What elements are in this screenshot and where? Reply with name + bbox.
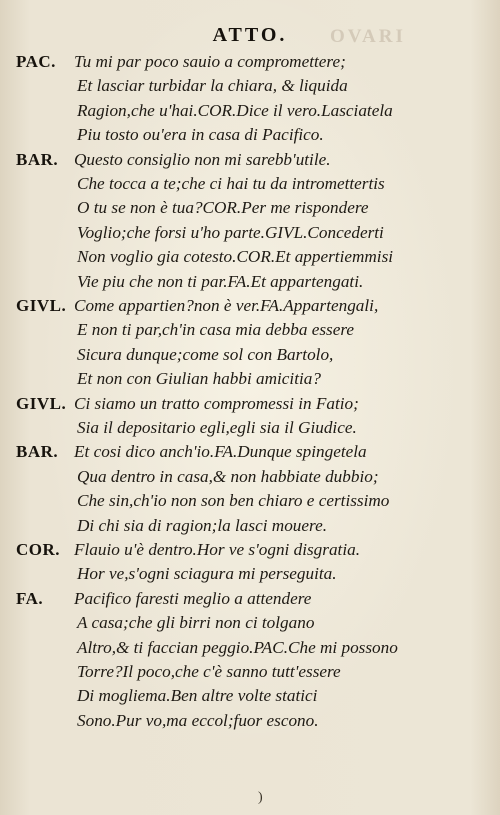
verse-text: Di mogliema.Ben altre volte statici: [77, 686, 318, 706]
verse-line: [0, 514, 500, 538]
verse-text: Che tocca a te;che ci hai tu da intromettertis: [77, 174, 385, 193]
page-footer-mark: ): [258, 790, 263, 805]
verse-line: [0, 489, 500, 513]
verse-text: Ci siamo un tratto compromessi in Fatio;: [74, 393, 359, 413]
speaker-name: GIVL.: [16, 296, 67, 315]
verse-line: [0, 587, 500, 611]
verse-line: [0, 343, 500, 367]
verse-text: Et lasciar turbidar la chiara, & liquida: [77, 76, 348, 96]
verse-text: Sia il depositario egli,egli sia il Giudice.: [77, 418, 357, 437]
verse-text: Non voglio gia cotesto.COR.Et appertiemmisi: [77, 247, 394, 267]
verse-text: Voglio;che forsi u'ho parte.GIVL.Concederti: [77, 222, 384, 242]
verse-line: [0, 318, 500, 342]
verse-text: O tu se non è tua?COR.Per me rispondere: [77, 198, 369, 218]
verse-line: [0, 123, 500, 147]
verse-text: Ragion,che u'hai.COR.Dice il vero.Lasciatela: [77, 100, 393, 120]
verse-line: [0, 684, 500, 708]
verse-line: [0, 392, 500, 416]
verse-line: [0, 172, 500, 196]
verse-text: Pacifico faresti meglio a attendere: [74, 588, 312, 608]
verse-line: [0, 294, 500, 318]
verse-line: [0, 99, 500, 123]
verse-line: [0, 416, 500, 440]
speaker-name: GIVL.: [16, 393, 67, 413]
verse-line: [0, 465, 500, 489]
verse-text: Vie piu che non ti par.FA.Et appartengati.: [77, 271, 364, 291]
verse-text: A casa;che gli birri non ci tolgano: [77, 613, 315, 633]
verse-text: Torre?Il poco,che c'è sanno tutt'essere: [77, 662, 341, 681]
verse-line: [0, 611, 500, 635]
verse-text: Sicura dunque;come sol con Bartolo,: [77, 344, 334, 364]
verse-line: [0, 440, 500, 464]
verse-line: [0, 660, 500, 684]
speaker-name: BAR.: [16, 149, 59, 169]
verse-text: Et non con Giulian habbi amicitia?: [77, 369, 321, 389]
verse-text: Di chi sia di ragion;la lasci mouere.: [77, 515, 327, 535]
verse-text: E non ti par,ch'in casa mia debba essere: [77, 320, 355, 340]
verse-text: Hor ve,s'ogni sciagura mi perseguita.: [77, 564, 337, 584]
verse-text: Et cosi dico anch'io.FA.Dunque spingetela: [74, 442, 367, 462]
verse-line: [0, 709, 500, 733]
verse-line: [0, 538, 500, 562]
bleed-through-text: OVARI: [330, 26, 406, 47]
verse-text: Sono.Pur vo,ma eccol;fuor escono.: [77, 710, 319, 730]
speaker-name: FA.: [16, 588, 44, 608]
verse-line: [0, 367, 500, 391]
verse-text: Qua dentro in casa,& non habbiate dubbio;: [77, 466, 379, 486]
verse-text: Questo consiglio non mi sarebb'utile.: [74, 149, 331, 169]
verse-text: Flauio u'è dentro.Hor ve s'ogni disgratia.: [74, 540, 360, 559]
verse-line: [0, 245, 500, 269]
verse-line: [0, 148, 500, 172]
verse-line: [0, 221, 500, 245]
verse-line: [0, 636, 500, 660]
speaker-name: BAR.: [16, 442, 59, 462]
verse-line: [0, 562, 500, 586]
verse-text: Piu tosto ou'era in casa di Pacifico.: [77, 125, 324, 145]
speaker-name: PAC.: [16, 52, 56, 71]
verse-text: Tu mi par poco sauio a compromettere;: [74, 52, 346, 71]
verse-line: [0, 270, 500, 294]
verse-text: Che sin,ch'io non son ben chiaro e certissimo: [77, 491, 390, 511]
speaker-name: COR.: [16, 540, 61, 559]
verse-text: Come appartien?non è ver.FA.Appartengali,: [74, 296, 379, 315]
verse-line: [0, 74, 500, 98]
page-heading: ATTO.: [212, 24, 288, 46]
verse-text: Altro,& ti faccian peggio.PAC.Che mi possono: [77, 637, 398, 657]
verse-line: [0, 196, 500, 220]
verse-line: [0, 50, 500, 74]
